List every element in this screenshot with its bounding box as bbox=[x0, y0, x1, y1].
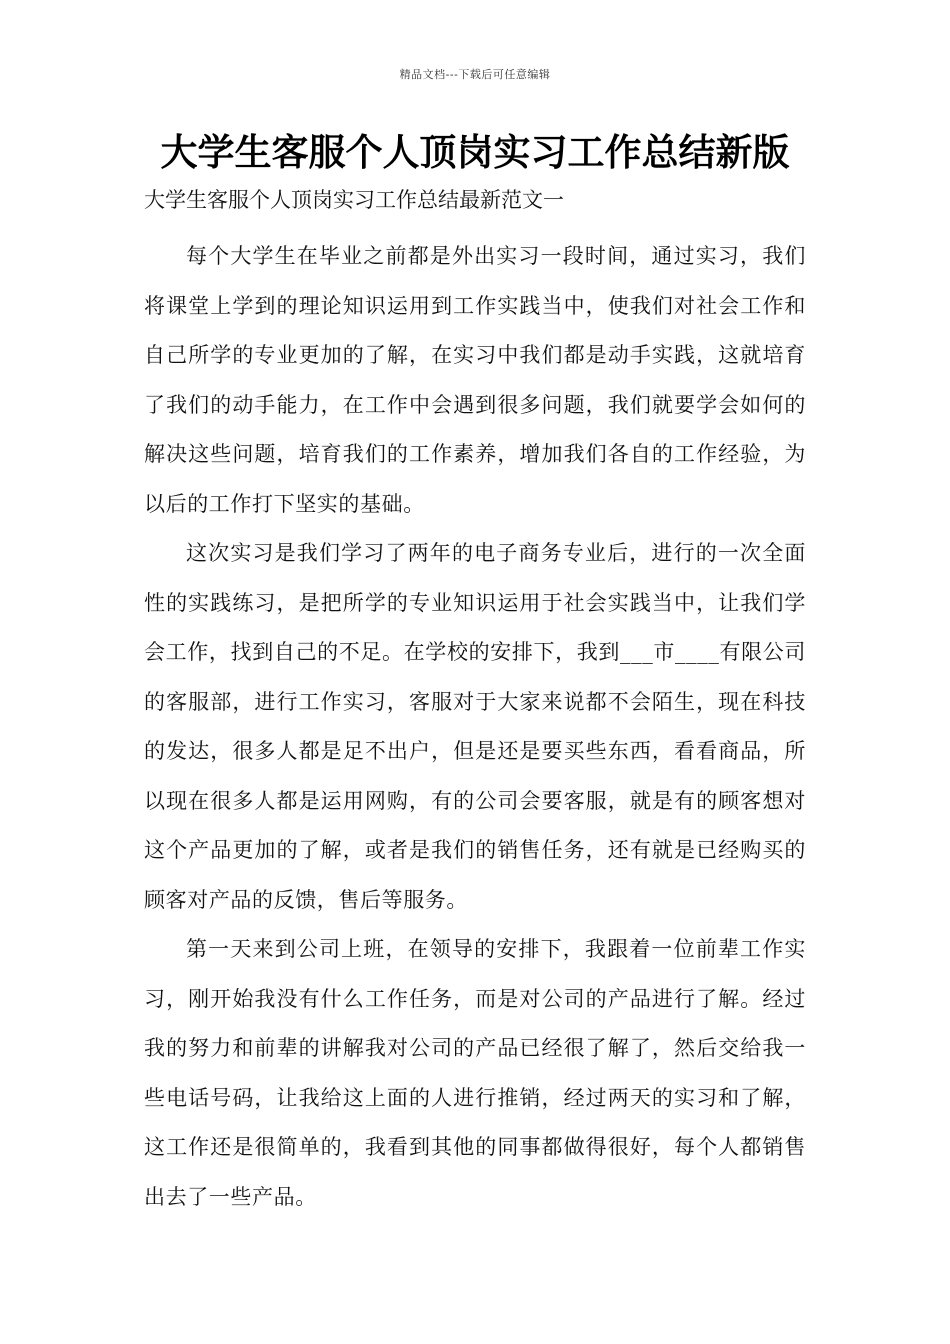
document-subtitle: 大学生客服个人顶岗实习工作总结最新范文一 bbox=[144, 188, 564, 212]
document-body bbox=[144, 232, 806, 1222]
paragraph-1: 每个大学生在毕业之前都是外出实习一段时间，通过实习，我们将课堂上学到的理论知识运用到工作实践当中，使我们对社会工作和自己所学的专业更加的了解，在实习中我们都是动手实践，这就培育了我们的动手能力，在工作中会遇到很多问题，我们就要学会如何的解决这些问题，培育我们的工作素养，增加我们各自的工作经验，为以后的工作打下坚实的基础。 bbox=[144, 244, 806, 516]
paragraph-2: 这次实习是我们学习了两年的电子商务专业后，进行的一次全面性的实践练习，是把所学的专业知识运用于社会实践当中，让我们学会工作，找到自己的不足。在学校的安排下，我到___市____有限公司的客服部，进行工作实习，客服对于大家来说都不会陌生，现在科技的发达，很多人都是足不出户，但是还是要买些东西，看看商品，所以现在很多人都是运用网购，有的公司会要客服，就是有的顾客想对这个产品更加的了解，或者是我们的销售任务，还有就是已经购买的顾客对产品的反馈，售后等服务。 bbox=[144, 541, 806, 912]
paragraph-3: 第一天来到公司上班，在领导的安排下，我跟着一位前辈工作实习，刚开始我没有什么工作任务，而是对公司的产品进行了解。经过我的努力和前辈的讲解我对公司的产品已经很了解了，然后交给我一些电话号码，让我给这上面的人进行推销，经过两天的实习和了解，这工作还是很简单的，我看到其他的同事都做得很好，每个人都销售出去了一些产品。 bbox=[144, 937, 806, 1209]
header-note: 精品文档---下载后可任意编辑 bbox=[399, 68, 551, 81]
document-title: 大学生客服个人顶岗实习工作总结新版 bbox=[160, 131, 790, 174]
